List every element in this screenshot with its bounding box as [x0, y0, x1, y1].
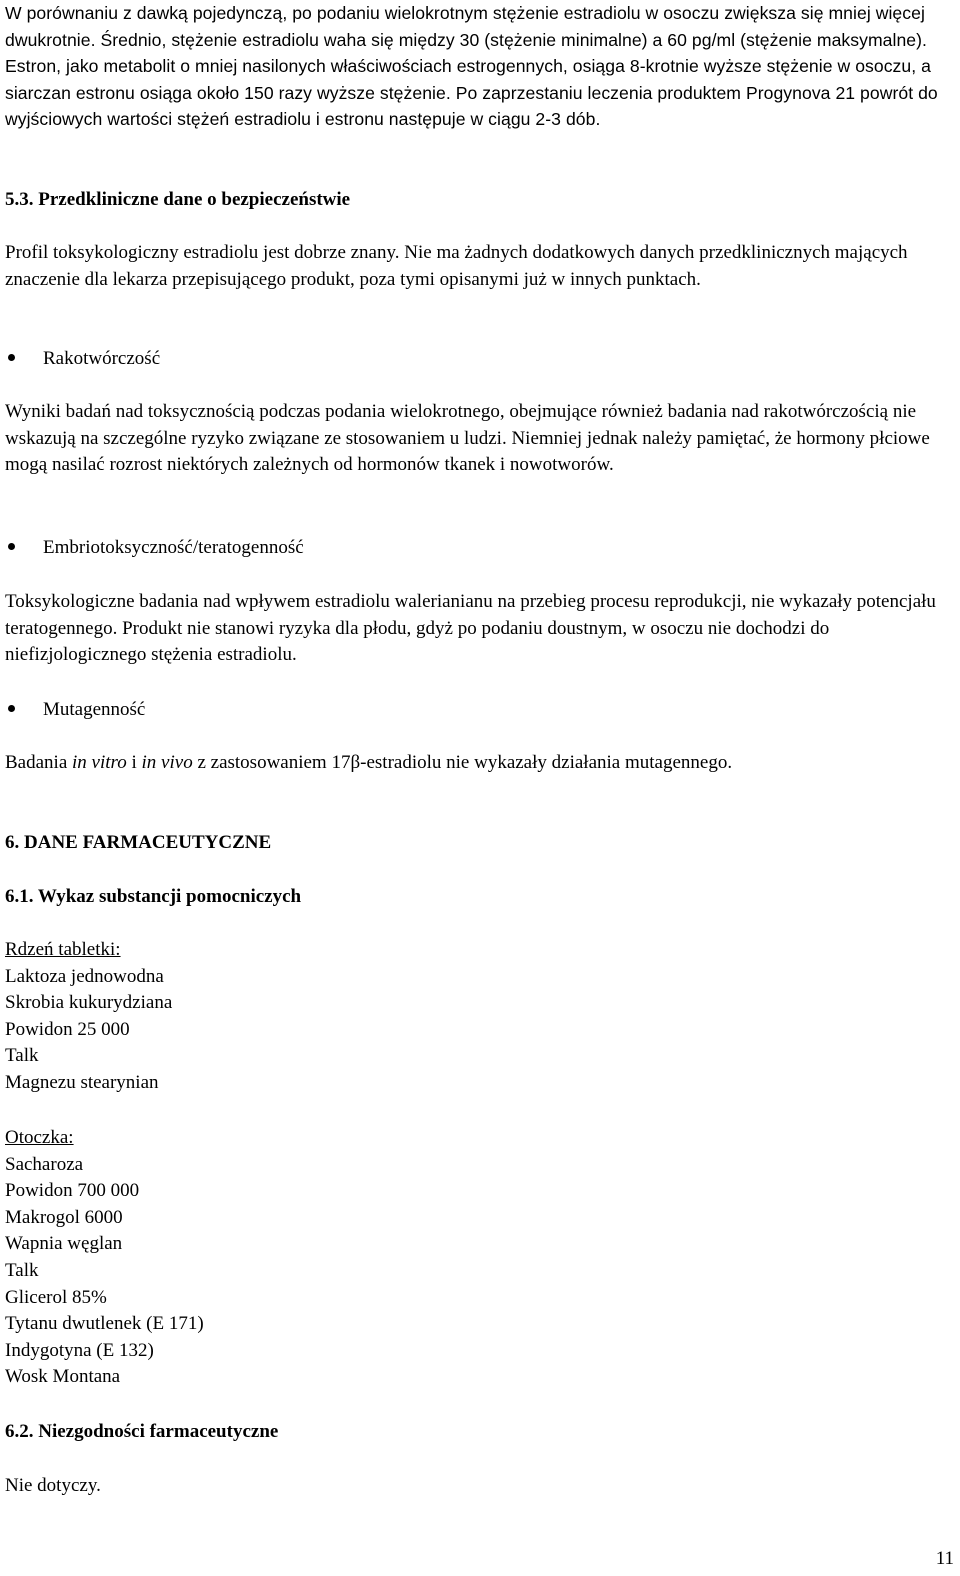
- bullet-embryotoxicity: [5, 535, 950, 562]
- list-item: Talk: [5, 1045, 39, 1067]
- pharmacokinetics-paragraph: W porównaniu z dawką pojedynczą, po podaniu wielokrotnym stężenie estradiolu w osoczu zwiększa się mniej więcej dwukrotnie. Średnio, stężenie estradiolu waha się między 30 (stężenie minimalne) a 60 pg/ml (stężenie maksymalne). Estron, jako metabolit o mniej nasilonych właściwościach estrogennych, osiąga 8-krotnie wyższe stężenie w osoczu, a siarczan estronu osiąga około 150 razy wyższe stężenie. Po zaprzestaniu leczenia produktem Progynova 21 powrót do wyjściowych wartości stężeń estradiolu i estronu następuje w ciągu 2-3 dób.: [5, 3, 938, 130]
- list-item: Makrogol 6000: [5, 1206, 123, 1228]
- bullet-label: Embriotoksyczność/teratogenność: [43, 537, 304, 558]
- list-item: Powidon 25 000: [5, 1018, 130, 1040]
- mutagenicity-text-pre: Badania: [5, 752, 73, 773]
- mutagenicity-paragraph: [5, 750, 950, 777]
- list-item: Laktoza jednowodna: [5, 965, 164, 987]
- section-heading-5-3: 5.3. Przedkliniczne dane o bezpieczeństwie: [5, 189, 351, 210]
- list-item: Sacharoza: [5, 1153, 84, 1175]
- mutagenicity-text-mid: i: [126, 752, 142, 773]
- list-item: Magnezu stearynian: [5, 1071, 159, 1093]
- mutagenicity-in-vitro: in vitro: [72, 752, 127, 773]
- toxicology-profile-paragraph: Profil toksykologiczny estradiolu jest dobrze znany. Nie ma żadnych dodatkowych danych przedklinicznych mających znaczenie dla lekarza przepisującego produkt, poza tymi opisanymi już w innych punktach.: [5, 242, 908, 290]
- core-list-title: Rdzeń tabletki:: [5, 939, 121, 960]
- list-item: Indygotyna (E 132): [5, 1339, 154, 1361]
- list-item: Powidon 700 000: [5, 1180, 140, 1202]
- bullet-carcinogenicity: [5, 346, 950, 373]
- coating-excipients-list: [5, 1125, 950, 1391]
- incompatibilities-paragraph: Nie dotyczy.: [5, 1475, 101, 1496]
- section-heading-6: 6. DANE FARMACEUTYCZNE: [5, 832, 272, 853]
- bullet-dot-icon: [8, 705, 15, 712]
- core-excipients-list: [5, 937, 950, 1097]
- coating-list-title: Otoczka:: [5, 1127, 74, 1148]
- bullet-dot-icon: [8, 543, 15, 550]
- list-item: Tytanu dwutlenek (E 171): [5, 1313, 204, 1335]
- section-heading-6-2: 6.2. Niezgodności farmaceutyczne: [5, 1421, 279, 1442]
- bullet-dot-icon: [8, 354, 15, 361]
- carcinogenicity-paragraph: Wyniki badań nad toksycznością podczas podania wielokrotnego, obejmujące również badania nad rakotwórczością nie wskazują na szczególne ryzyko związane ze stosowaniem u ludzi. Niemniej jednak należy pamiętać, że hormony płciowe mogą nasilać rozrost niektórych zależnych od hormonów tkanek i nowotworów.: [5, 401, 930, 476]
- list-item: Talk: [5, 1259, 39, 1281]
- mutagenicity-in-vivo: in vivo: [141, 752, 193, 773]
- list-item: Wapnia węglan: [5, 1233, 123, 1255]
- bullet-label: Mutagenność: [43, 699, 146, 720]
- list-item: Skrobia kukurydziana: [5, 992, 173, 1014]
- list-item: Wosk Montana: [5, 1366, 121, 1388]
- bullet-mutagenicity: [5, 697, 950, 724]
- section-heading-6-1: 6.1. Wykaz substancji pomocniczych: [5, 886, 302, 907]
- list-item: Glicerol 85%: [5, 1286, 107, 1308]
- bullet-label: Rakotwórczość: [43, 348, 161, 369]
- page-number: 11: [935, 1548, 954, 1569]
- embryotoxicity-paragraph: Toksykologiczne badania nad wpływem estradiolu walerianianu na przebieg procesu reprodukcji, nie wykazały potencjału teratogennego. Produkt nie stanowi ryzyka dla płodu, gdyż po podaniu doustnym, w osoczu nie dochodzi do niefizjologicznego stężenia estradiolu.: [5, 591, 936, 666]
- mutagenicity-text-post: z zastosowaniem 17β-estradiolu nie wykazały działania mutagennego.: [192, 752, 733, 773]
